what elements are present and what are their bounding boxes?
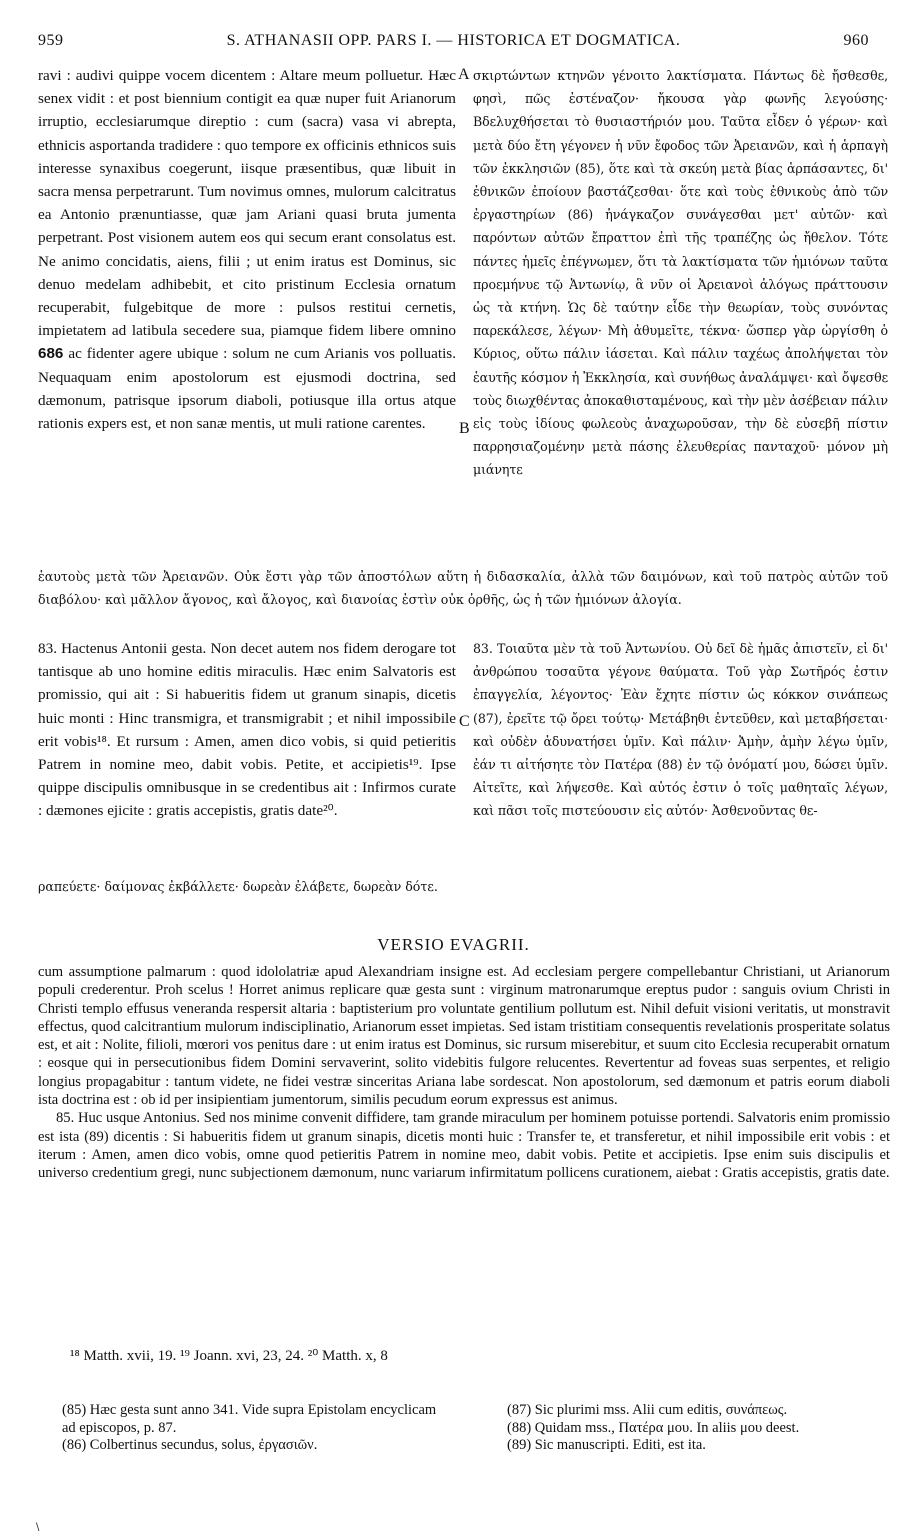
latin-paragraph-83: 83. Hactenus Antonii gesta. Non decet autem nos fidem derogare tot tantisque ab uno homine editis miraculis. Hæc enim Salvatoris est promissio, qui ait : Si habueritis fidem ut granum sinapis, dicetis huic monti : Hinc transmigra, et transmigrabit ; et nihil impossibile erit vobis¹⁸. Et rursum : Amen, amen dico vobis, si quid petieritis Patrem in nomine meo, dabit vobis. Petite, et accipietis¹⁹. Ipse quippe discipulis omnibusque in se credentibus ait : Infirmos curate : dæmones ejicite : gratis accepistis, gratis date²⁰. (38, 640, 456, 820)
footnote-89: (89) Sic manuscripti. Editi, est ita. (507, 1437, 706, 1453)
scripture-references: ¹⁸ Matth. xvii, 19. ¹⁹ Joann. xvi, 23, 24. ²⁰ Matth. x, 8 (70, 1348, 388, 1364)
footnote-86: (86) Colbertinus secundus, solus, ἐργασιῶν. (62, 1437, 318, 1453)
greek-column-top (473, 64, 888, 482)
greek-column-83 (473, 637, 888, 823)
page-number-left: 959 (38, 32, 64, 49)
page-header (38, 32, 869, 56)
footnote-87: (87) Sic plurimi mss. Alii cum editis, συνάπεως. (507, 1402, 788, 1418)
running-title: S. ATHANASII OPP. PARS I. — HISTORICA ET DOGMATICA. (226, 32, 681, 49)
greek-text-part-1: σκιρτώντων κτηνῶν γένοιτο λακτίσματα. Πάντως δὲ ἤσθεσθε, φησὶ, πῶς ἐστέναζον· ἤκουσα γὰρ φωνῆς λεγούσης· Βδελυχθήσεται τὸ θυσιαστήριόν μου. Ταῦτα εἶδεν ὁ γέρων· καὶ μετὰ δύο ἔτη γέγονεν ἡ νῦν ἔφοδος τῶν Ἀρειανῶν, καὶ ἡ ἁρπαγὴ τῶν ἐκκλησιῶν (85), ὅτε καὶ τὰ σκεύη μετὰ βίας ἁρπάσαντες, δι' ἐθνικῶν ἐποίουν βαστάζεσθαι· ὅτε καὶ τοὺς ἐθνικοὺς ἀπὸ τῶν ἐργαστηρίων (86) ἠνάγκαζον συνάγεσθαι μετ' αὐτῶν· καὶ παρόντων αὐτῶν ἔπραττον ἐπὶ τῆς τραπέζης ὡς ἤθελον. Τότε πάντες ἡμεῖς ἐπέγνωμεν, ὅτι τὰ λακτίσματα τῶν ἡμιόνων ταῦτα προεμήνυε τῷ Ἀντωνίῳ, ἃ νῦν οἱ Ἀρειανοὶ ἀλόγως πράττουσιν ὡς τὰ κτήνη. Ὡς δὲ ταύτην εἶδε τὴν θεωρίαν, τοὺς συνόντας παρεκάλεσε, λέγων· Μὴ ἀθυμεῖτε, τέκνα· ὥσπερ γὰρ ὠργίσθη ὁ Κύριος, οὕτω πάλιν ἰάσεται. Καὶ πάλιν ταχέως ἀπολήψεται τὸν ἑαυτῆς κόσμον ἡ Ἐκκλησία, καὶ συνήθως ἀναλάμψει· καὶ ὄψεσθε τοὺς διωχθέντας ἀποκαθισταμένους, καὶ τὴν μὲν ἀσέβειαν πάλιν εἰς τοὺς ἰδίους φωλεοὺς ἀναχωροῦσαν, τὴν δὲ εὐσεβῆ πίστιν παρρησιαζομένην μετὰ πάσης ἐλευθερίας πανταχοῦ· μόνον μὴ μιάνητε (473, 68, 888, 478)
corner-mark: \ (36, 1522, 40, 1533)
margin-marker-b: B (459, 420, 470, 437)
greek-paragraph-83: 83. Τοιαῦτα μὲν τὰ τοῦ Ἀντωνίου. Οὐ δεῖ δὲ ἡμᾶς ἀπιστεῖν, εἰ δι' ἀνθρώπου τοσαῦτα γέγονε θαύματα. Τοῦ γὰρ Σωτῆρός ἐστιν ἐπαγγελία, λέγοντος· Ἐὰν ἔχητε πίστιν ὡς κόκκον σινάπεως (87), ἐρεῖτε τῷ ὄρει τούτῳ· Μετάβηθι ἐντεῦθεν, καὶ μεταβήσεται· καὶ οὐδὲν ἀδυνατήσει ὑμῖν. Καὶ πάλιν· Ἀμὴν, ἀμὴν λέγω ὑμῖν, ἐάν τι αἰτήσητε τὸν Πατέρα (88) ἐν τῷ ὀνόματί μου, δώσει ὑμῖν. Αἰτεῖτε, καὶ λήψεσθε. Καὶ αὐτός ἐστιν ὁ τοῖς μαθηταῖς λέγων, καὶ πᾶσι τοῖς πιστεύουσιν εἰς αὐτόν· Ἀσθενοῦντας θε- (473, 641, 888, 819)
footnotes-right (507, 1402, 892, 1455)
footnote-85: (85) Hæc gesta sunt anno 341. Vide supra Epistolam encyclicam ad episcopos, p. 87. (62, 1402, 437, 1436)
margin-marker-c: C (459, 713, 470, 730)
evagrius-paragraph-1: cum assumptione palmarum : quod idololatriæ apud Alexandriam insigne est. Ad ecclesiam pergere compellebantur Christiani, ut Arianorum populi crederentur. Proh scelus ! Horret animus replicare quæ gesta sunt : virginum matronarumque ereptus pudor : sanguis ovium Christi in Christi templo effusus veneranda respersit altaria : baptisterium pro voluntate gentilium pollutum est. Nihil defuit visioni veritatis, ut monstravit effectus, quod calcitrantium mulorum indisciplinatio, Arianorum esset impietas. Sed istam tristitiam consequentis revelationis prosperitate solatus est, et ait : Nolite, filioli, mœrori vos penitus dare : ut enim iratus est Dominus, sic rursum miserebitur, et suum cito Ecclesia recuperabit ornatum : eosque qui in persecutionibus fidem Domini servaverint, solito videbitis fulgore relucentes. Revertentur ad foveas suas serpentes, et religio longius propagabitur : tantum videte, ne fidei vestræ sinceritas Ariana labe sordescat. Non apostolorum, sed dæmonum et patris eorum diaboli ista doctrina est : ob id per insipientiam jumentorum, similis pecudum eorum expressus est animus. (38, 964, 890, 1109)
latin-text-part-2: ac fidenter agere ubique : solum ne cum Arianis vos polluatis. Nequaquam enim apostolorum est ejusmodi doctrina, sed dæmonum, patrisque ipsorum diaboli, potiusque illa ortus atque rationis expers est, et non sanæ mentis, ut muli ratione carentes. (38, 345, 456, 433)
latin-column-83 (38, 637, 456, 823)
footnote-88: (88) Quidam mss., Πατέρα μου. In aliis μου deest. (507, 1419, 800, 1436)
section-title: VERSIO EVAGRII. (377, 935, 530, 954)
footnotes-left (62, 1402, 452, 1455)
greek-fullwidth-2: ραπεύετε· δαίμονας ἐκβάλλετε· δωρεὰν ἐλάβετε, δωρεὰν δότε. (38, 879, 438, 894)
evagrius-version (38, 963, 890, 1183)
page-number-right: 960 (843, 32, 869, 49)
column-number: 686 (38, 345, 64, 363)
latin-column-top (38, 64, 456, 435)
margin-marker-a: A (458, 66, 470, 83)
latin-text-part-1: ravi : audivi quippe vocem dicentem : Altare meum polluetur. Hæc senex vidit : et post biennium contigit ea quæ nuper fuit Arianorum irruptio, ecclesiarumque direptio : cum (sacra) vasa vi abrepta, ethnicis asportanda tradidere : quo tempore ex officinis ethnicos suis interesse synaxibus coegerunt, iisque præsentibus, quæ libuit in sacra mensa perpetrarunt. Tum novimus omnes, mulorum calcitratus ea Antonio prænuntiasse, quæ jam Ariani quasi bruta jumenta perpetrant. Post visionem autem eos qui secum erant consolatus est. Ne animo concidatis, aiens, filii ; ut enim iratus est Dominus, sic denuo medelam adhibebit, et cito pristinum Ecclesia ornatum recuperabit, fulgebitque de more : pulsos restitui cernetis, impietatem ad latibula secedere sua, piamque fidem libere omnino (38, 67, 456, 340)
evagrius-paragraph-2: 85. Huc usque Antonius. Sed nos minime convenit diffidere, tam grande miraculum per hominem potuisse portendi. Salvatoris enim promissio est ista (89) dicentis : Si habueritis fidem ut granum sinapis, dicetis monti huic : Transfer te, et transferetur, et nihil impossibile erit vobis : et iterum : Amen, amen dico vobis, omne quod petieritis Patrem in nomine meo, dabit vobis. Petite et accipietis. Ipse enim suis discipulis et universo credentium gregi, nunc subjectionem dæmonum, nunc variarum infirmitatum pollicens curationem, aiebat : Gratis accepistis, gratis date. (38, 1110, 890, 1182)
greek-fullwidth-1: ἑαυτοὺς μετὰ τῶν Ἀρειανῶν. Οὐκ ἔστι γὰρ τῶν ἀποστόλων αὕτη ἡ διδασκαλία, ἀλλὰ τῶν δαιμόνων, καὶ τοῦ πατρὸς αὐτῶν τοῦ διαβόλου· καὶ μᾶλλον ἄγονος, καὶ ἄλογος, καὶ διανοίας ἐστὶν οὐκ ὀρθῆς, ὡς ἡ τῶν ἡμιόνων ἀλογία. (38, 569, 888, 608)
